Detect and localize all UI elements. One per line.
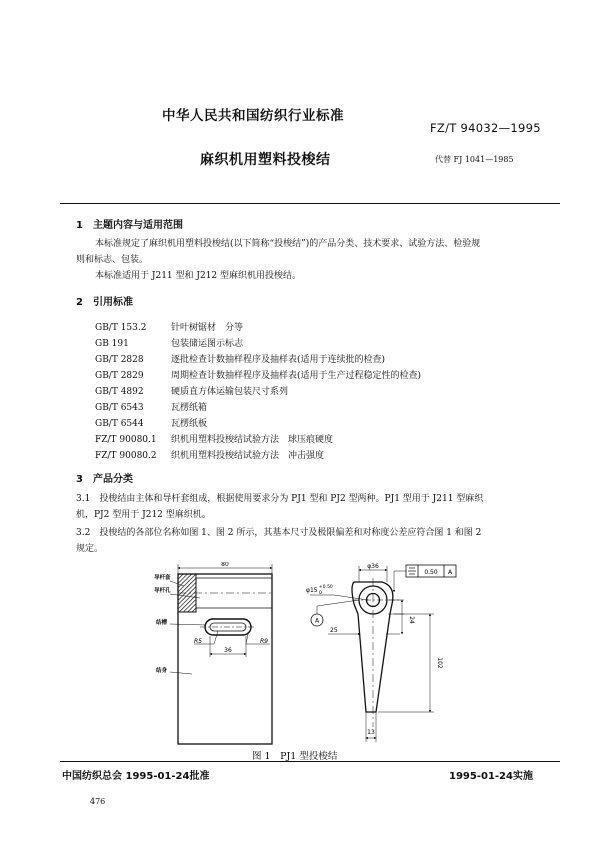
reference-item — [95, 368, 421, 381]
dim-phi15-upper-tolerance: +0.50 — [319, 585, 333, 590]
reference-item — [95, 432, 333, 445]
effective-line: 1995-01-24实施 — [449, 771, 533, 782]
section-1-paragraph-2: 本标准适用于 J211 型和 J212 型麻织机用投梭结。 — [95, 271, 302, 281]
reference-title: 织机用塑料投梭结试验方法 冲击强度 — [171, 451, 325, 461]
front-view — [178, 574, 272, 744]
leader-line — [170, 672, 192, 674]
dim-24: 24 — [408, 616, 415, 624]
replaces-note: 代替 FJ 1041—1985 — [435, 155, 514, 164]
label-knot-body: 结身 — [156, 668, 168, 674]
reference-item — [95, 416, 207, 429]
label-guide-sleeve: 导杆套 — [154, 575, 171, 581]
section-1-paragraph-1-line-1: 本标准规定了麻织机用塑料投梭结(以下简称“投梭结”)的产品分类、技术要求、试验方法、检验规 — [95, 239, 481, 249]
label-guide-hole: 导杆孔 — [154, 588, 171, 594]
symmetry-tolerance-frame — [406, 565, 456, 577]
dim-80: 80 — [221, 562, 229, 568]
dim-r9: R9 — [260, 638, 268, 645]
reference-code: GB/T 6544 — [95, 419, 144, 429]
reference-title: 织机用塑料投梭结试验方法 球压痕硬度 — [171, 435, 334, 445]
reference-title: 包装储运图示标志 — [171, 339, 244, 349]
section-3-heading: 3 产品分类 — [76, 474, 133, 485]
symmetry-tolerance-value: 0.50 — [424, 569, 438, 576]
reference-code: GB 191 — [95, 339, 129, 349]
footer-rule — [60, 761, 560, 762]
symmetry-icon — [408, 568, 416, 574]
dim-phi36: φ36 — [367, 563, 379, 570]
figure-caption: 图 1 PJ1 型投梭结 — [252, 751, 338, 762]
standard-code: FZ/T 94032—1995 — [430, 121, 541, 135]
dim-r5: R5 — [194, 638, 202, 645]
reference-title: 针叶树锯材 分等 — [171, 323, 244, 333]
dim-102: 102 — [436, 657, 443, 669]
reference-code: FZ/T 90080.1 — [95, 435, 157, 445]
section-1-heading: 1 主题内容与适用范围 — [76, 220, 183, 231]
section-3-2-line-2: 规定。 — [76, 544, 104, 554]
label-knot-slot: 结槽 — [156, 620, 168, 626]
section-3-2-line-1: 3.2 投梭结的各部位名称如图 1、图 2 所示，其基本尺寸及极限偏差和对称度公差应符合图 1 和图 2 — [76, 528, 482, 538]
reference-title: 硬质直方体运输包装尺寸系列 — [171, 387, 289, 397]
datum-letter: A — [447, 569, 453, 576]
side-view — [352, 578, 400, 727]
section-3-1-line-1: 3.1 投梭结由主体和导杆套组成，根据使用要求分为 PJ1 型和 PJ2 型两种。PJ1 型用于 J211 型麻织 — [76, 494, 484, 504]
section-2-heading: 2 引用标准 — [76, 297, 133, 308]
approval-line: 中国纺织总会 1995-01-24批准 — [62, 771, 210, 782]
datum-leader — [317, 600, 359, 606]
leader-line — [214, 631, 218, 644]
reference-title: 周期检查计数抽样程序及抽样表(适用于生产过程稳定性的检查) — [171, 371, 422, 381]
reference-item — [95, 400, 207, 413]
reference-code: FZ/T 90080.2 — [95, 451, 157, 461]
reference-item — [95, 384, 288, 397]
reference-code: GB/T 4892 — [95, 387, 144, 397]
reference-item — [95, 352, 385, 365]
reference-code: GB/T 2828 — [95, 355, 144, 365]
page-number: 476 — [90, 797, 106, 806]
pj1-technical-drawing — [148, 562, 468, 747]
document-title: 麻织机用塑料投梭结 — [200, 152, 331, 168]
dim-13: 13 — [367, 729, 375, 736]
reference-title: 瓦楞纸箱 — [171, 403, 208, 413]
reference-code: GB/T 2829 — [95, 371, 144, 381]
reference-item — [95, 336, 243, 349]
leader-line — [334, 595, 368, 600]
reference-code: GB/T 153.2 — [95, 323, 147, 333]
dim-phi15-lower-tolerance: 0 — [319, 591, 322, 596]
datum-circle-letter: A — [314, 617, 320, 625]
dim-36: 36 — [224, 647, 232, 654]
section-1-paragraph-1-line-2: 则和标志、包装。 — [76, 255, 149, 265]
reference-title: 逐批检查计数抽样程序及抽样表(适用于连续批的检查) — [171, 355, 386, 365]
section-3-1-line-2: 机，PJ2 型用于 J212 型麻织机。 — [76, 510, 211, 520]
dim-25: 25 — [330, 627, 338, 634]
leader-line — [170, 624, 206, 625]
reference-code: GB/T 6543 — [95, 403, 144, 413]
header-rule — [60, 203, 560, 204]
dim-phi15: φ15 — [306, 587, 318, 594]
leader-line — [246, 634, 248, 644]
reference-item — [95, 320, 243, 333]
reference-item — [95, 448, 324, 461]
reference-title: 瓦楞纸板 — [171, 419, 208, 429]
organization-title: 中华人民共和国纺织行业标准 — [162, 108, 344, 124]
